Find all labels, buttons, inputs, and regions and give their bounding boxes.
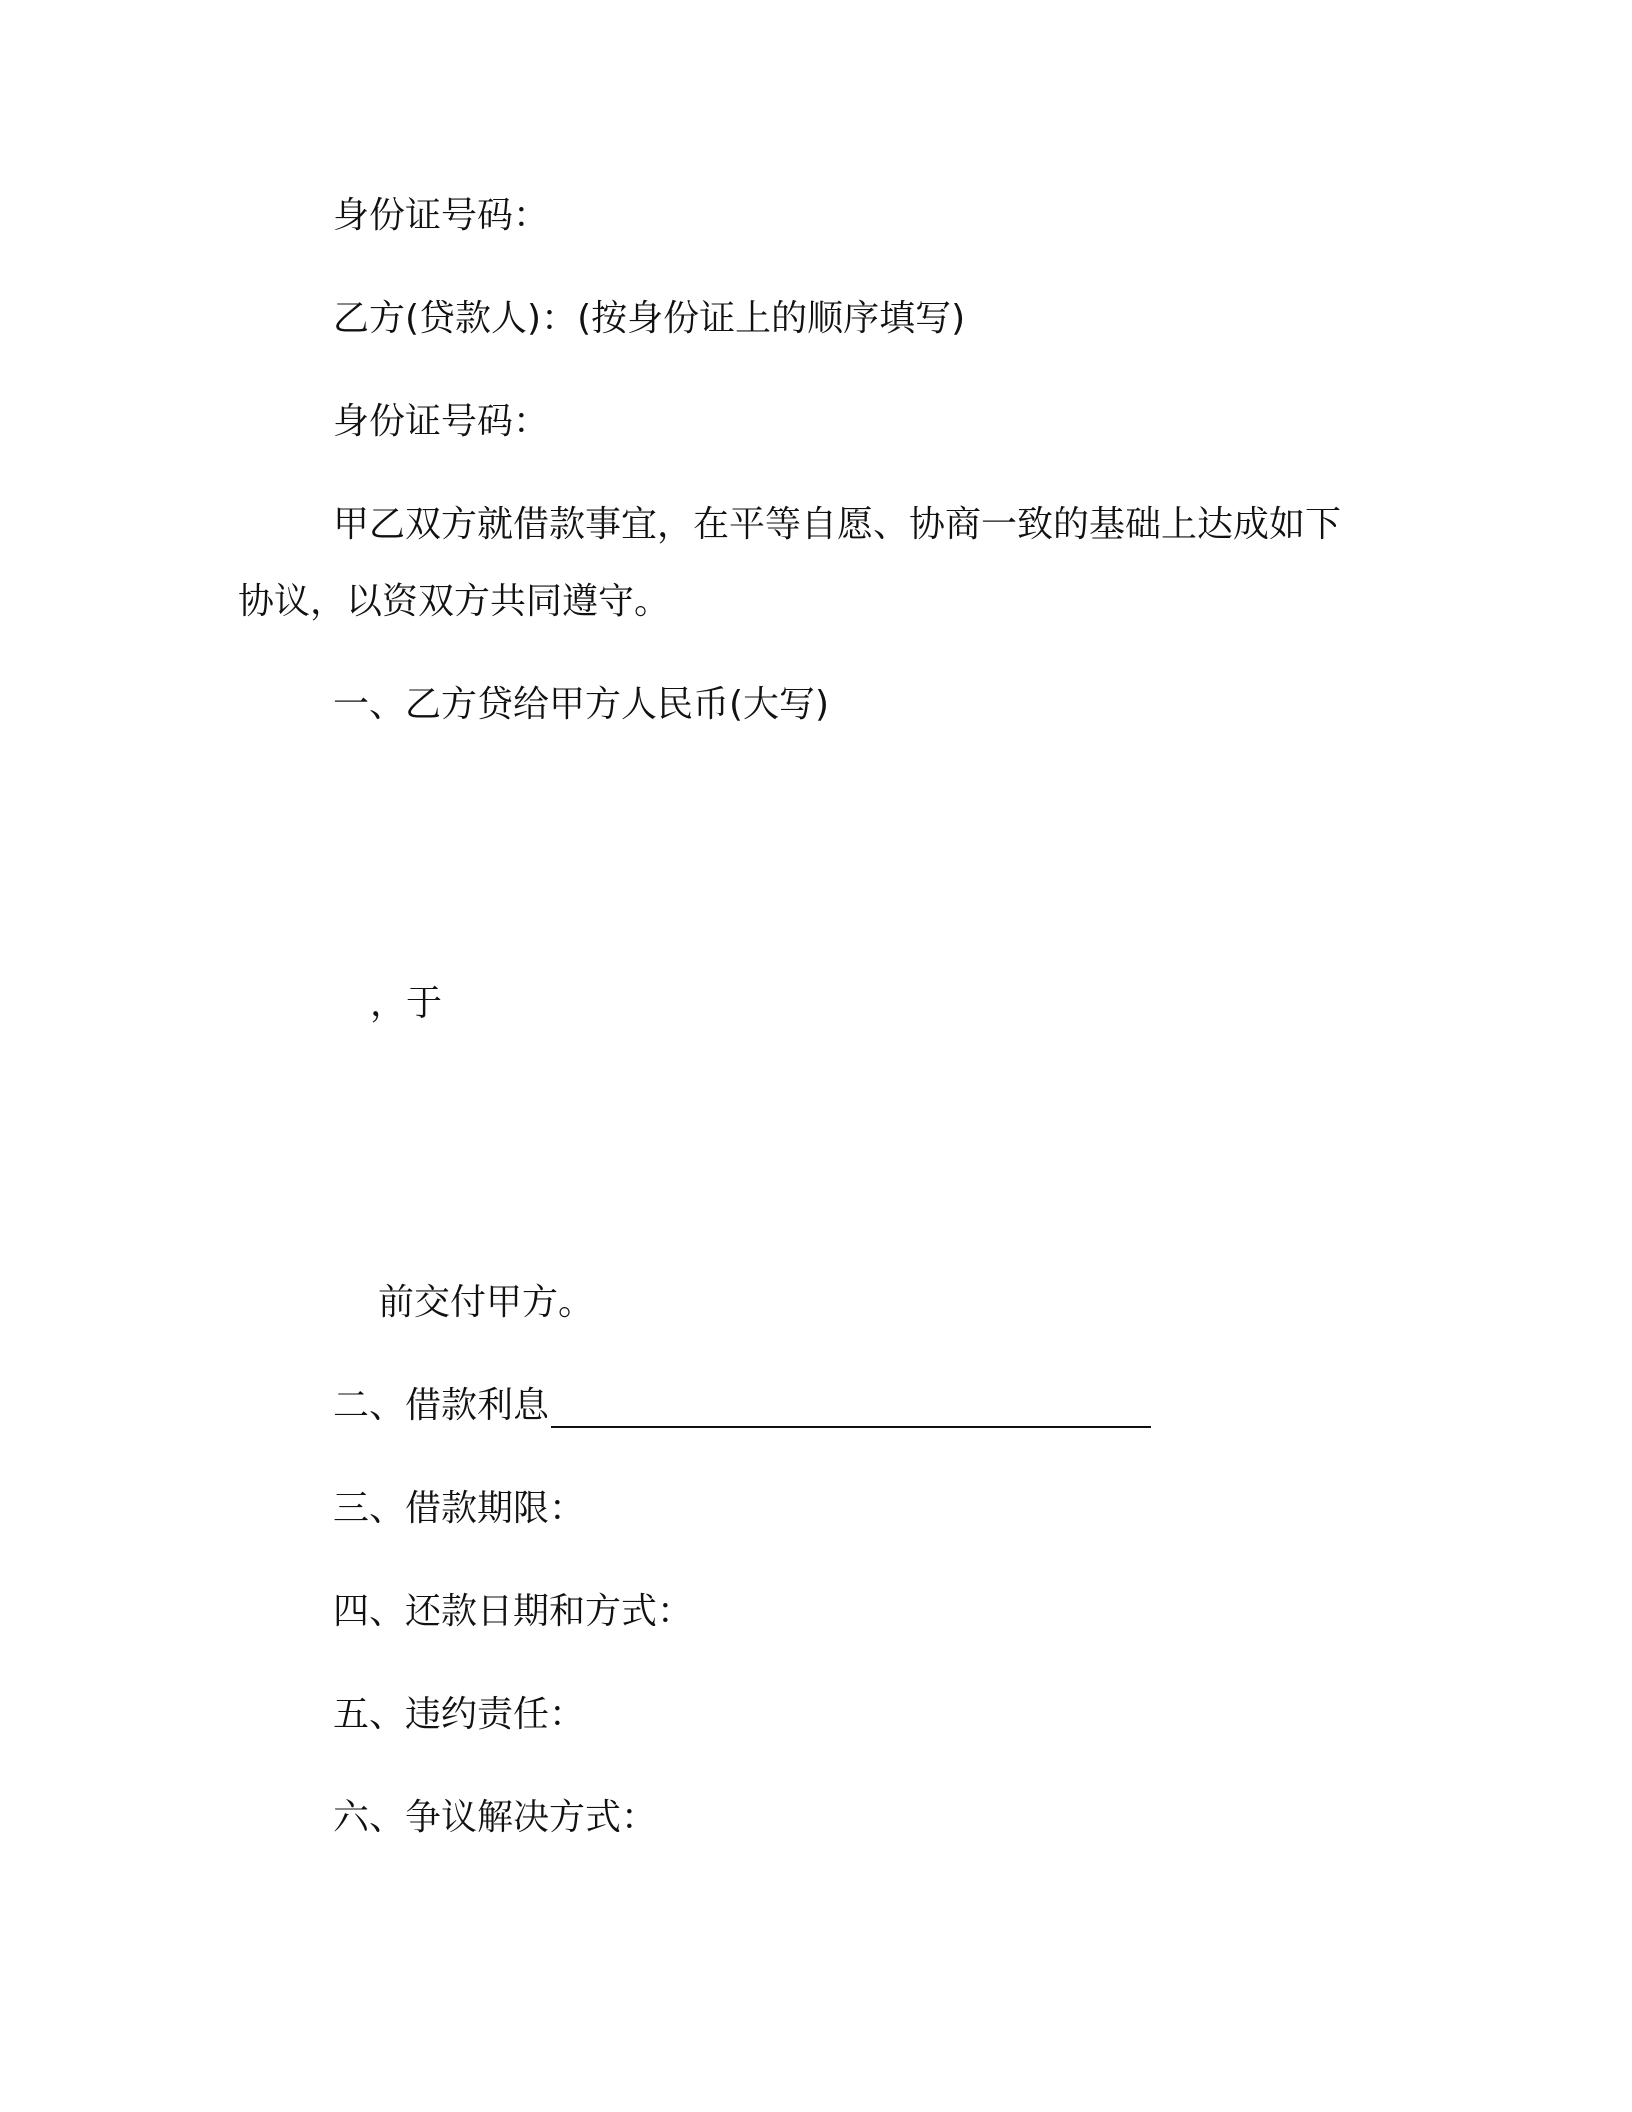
clause-1-line: 一、乙方贷给甲方人民币(大写) [333, 684, 830, 725]
id-number-label-1: 身份证号码： [333, 195, 550, 236]
interest-blank-underline [551, 1390, 1151, 1428]
clause-2-line [333, 1384, 1151, 1428]
party-b-line: 乙方(贷款人)：(按身份证上的顺序填写) [333, 298, 966, 339]
clause-3-line: 三、借款期限： [333, 1488, 586, 1529]
agreement-intro-line-1: 甲乙双方就借款事宜，在平等自愿、协商一致的基础上达成如下 [333, 504, 1342, 545]
clause-4-line: 四、还款日期和方式： [333, 1591, 694, 1632]
id-number-label-2: 身份证号码： [333, 401, 550, 442]
clause-6-line: 六、争议解决方式： [333, 1797, 658, 1838]
clause-2-label: 二、借款利息 [333, 1385, 550, 1426]
clause-1-end: 前交付甲方。 [378, 1282, 595, 1323]
agreement-intro-line-2: 协议，以资双方共同遵守。 [238, 581, 671, 622]
clause-1-fragment: ，于 [370, 983, 443, 1024]
clause-5-line: 五、违约责任： [333, 1694, 586, 1735]
